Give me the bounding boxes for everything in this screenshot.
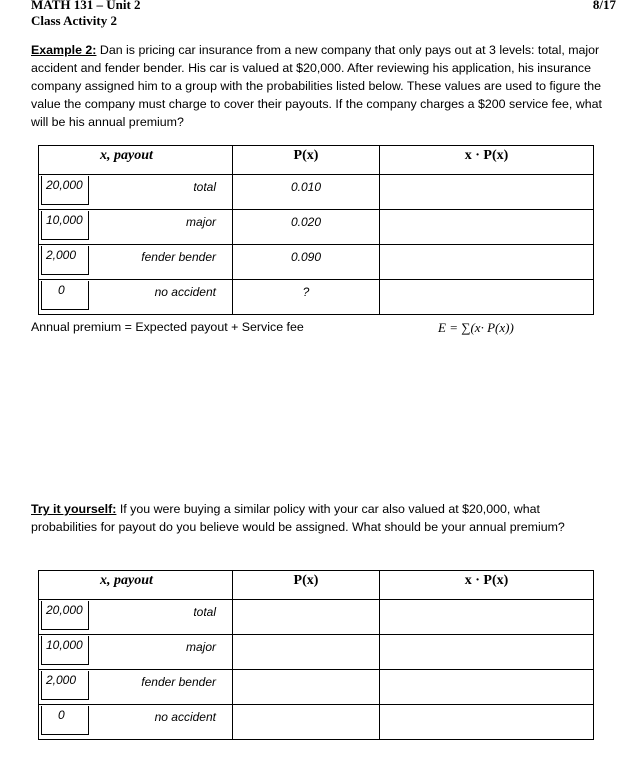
- activity-title: Class Activity 2: [31, 13, 117, 28]
- try-label: Try it yourself:: [31, 502, 117, 516]
- example-text: Dan is pricing car insurance from a new company that only pays out at 3 levels: total, major accident and fender bender. His car is valued at $20,000. After reviewing his application, his insurance company assigned him to a group with the probabilities listed below. These values are used to figure the value the company must charge to cover their payouts. If the company charges a $200 service fee, what will be his annual premium?: [31, 43, 602, 129]
- table-row: [39, 600, 594, 635]
- probability-cell[interactable]: [233, 670, 380, 705]
- header-probability: P(x): [233, 146, 380, 175]
- example-paragraph: [31, 41, 606, 131]
- product-cell[interactable]: [380, 280, 594, 315]
- payout-level: total: [193, 605, 216, 619]
- table-row: [39, 670, 594, 705]
- probability-cell: 0.090: [233, 245, 380, 280]
- probability-cell[interactable]: [233, 600, 380, 635]
- product-cell[interactable]: [380, 635, 594, 670]
- course-title: MATH 131 – Unit 2: [31, 0, 141, 12]
- date-label: 8/17: [592, 0, 616, 12]
- table-row: [39, 175, 594, 210]
- example-label: Example 2:: [31, 43, 97, 57]
- header-probability: P(x): [233, 571, 380, 600]
- payout-amount: 20,000: [41, 176, 89, 205]
- payout-level: total: [193, 180, 216, 194]
- payout-level: no accident: [154, 285, 216, 299]
- expected-value-formula: E = ∑(x· P(x)): [438, 320, 514, 335]
- probability-cell: 0.010: [233, 175, 380, 210]
- table-row: [39, 210, 594, 245]
- probability-cell[interactable]: [233, 705, 380, 740]
- premium-equation: Annual premium = Expected payout + Service fee: [31, 320, 304, 334]
- product-cell[interactable]: [380, 600, 594, 635]
- payout-amount: 2,000: [41, 671, 89, 700]
- payout-level: fender bender: [141, 250, 216, 264]
- payout-amount: 0: [41, 281, 89, 310]
- probability-cell: 0.020: [233, 210, 380, 245]
- payout-table-practice: [38, 570, 594, 740]
- payout-level: major: [185, 215, 216, 229]
- payout-level: fender bender: [141, 675, 216, 689]
- probability-cell[interactable]: [233, 635, 380, 670]
- payout-amount: 2,000: [41, 246, 89, 275]
- try-text: If you were buying a similar policy with your car also valued at $20,000, what probabilities for payout do you believe would be assigned. What should be your annual premium?: [31, 502, 565, 534]
- header-x-times-p: x · P(x): [380, 571, 594, 600]
- payout-amount: 10,000: [41, 636, 89, 665]
- product-cell[interactable]: [380, 670, 594, 705]
- table-row: [39, 635, 594, 670]
- payout-level: major: [185, 640, 216, 654]
- payout-amount: 20,000: [41, 601, 89, 630]
- payout-amount: 0: [41, 706, 89, 735]
- table-row: [39, 705, 594, 740]
- payout-level: no accident: [154, 710, 216, 724]
- payout-amount: 10,000: [41, 211, 89, 240]
- header-x-payout: x, payout: [39, 571, 233, 600]
- header-x-payout: x, payout: [39, 146, 233, 175]
- probability-cell: ?: [233, 280, 380, 315]
- product-cell[interactable]: [380, 705, 594, 740]
- header-x-times-p: x · P(x): [380, 146, 594, 175]
- product-cell[interactable]: [380, 245, 594, 280]
- product-cell[interactable]: [380, 210, 594, 245]
- payout-table-example: [38, 145, 594, 315]
- product-cell[interactable]: [380, 175, 594, 210]
- table-row: [39, 280, 594, 315]
- try-paragraph: [31, 500, 606, 536]
- table-row: [39, 245, 594, 280]
